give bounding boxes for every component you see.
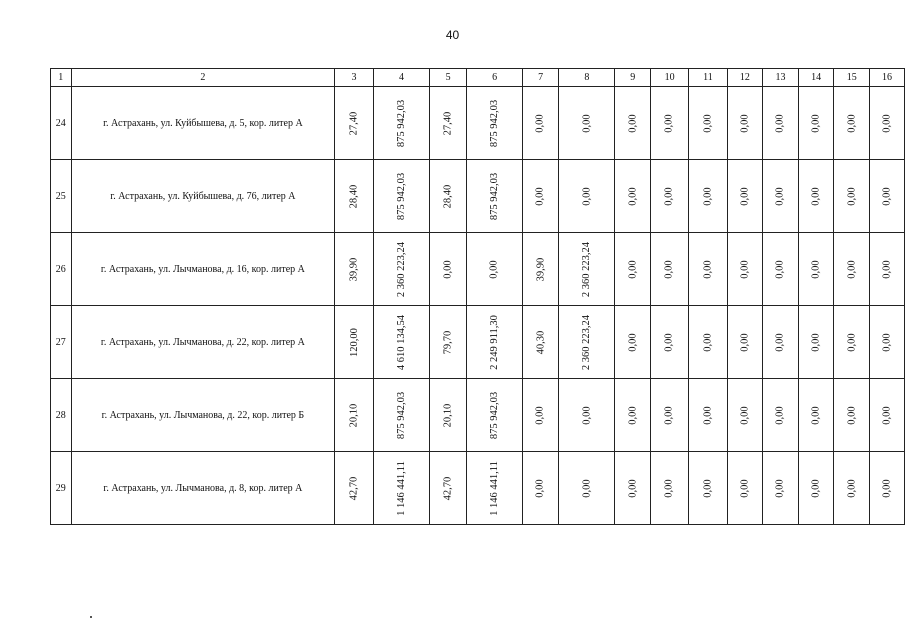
address-cell: г. Астрахань, ул. Лычманова, д. 16, кор. литер А <box>71 233 335 306</box>
value-text: 79,70 <box>442 330 454 354</box>
value-cell <box>522 379 558 452</box>
value-text: 20,10 <box>442 403 454 427</box>
value-cell <box>689 452 727 525</box>
value-cell <box>522 160 558 233</box>
value-cell <box>373 379 429 452</box>
value-text: 42,70 <box>442 476 454 500</box>
value-text: 0,00 <box>881 332 893 352</box>
value-cell <box>651 233 689 306</box>
value-text: 0,00 <box>775 186 786 206</box>
value-cell <box>430 452 467 525</box>
value-cell <box>559 452 615 525</box>
table-row <box>51 87 905 160</box>
value-cell <box>798 379 834 452</box>
value-text: 0,00 <box>810 332 822 352</box>
address-cell: г. Астрахань, ул. Лычманова, д. 8, кор. литер А <box>71 452 335 525</box>
value-cell <box>335 379 374 452</box>
value-cell <box>727 160 763 233</box>
address-cell: г. Астрахань, ул. Куйбышева, д. 76, литер А <box>71 160 335 233</box>
value-cell <box>467 379 523 452</box>
value-text: 0,00 <box>810 113 822 133</box>
value-text: 0,00 <box>535 405 547 425</box>
column-header: 10 <box>651 69 689 87</box>
value-text: 0,00 <box>702 186 714 206</box>
value-text: 0,00 <box>535 113 547 133</box>
column-header: 13 <box>763 69 799 87</box>
value-cell <box>763 379 799 452</box>
value-cell <box>651 87 689 160</box>
value-cell <box>335 160 374 233</box>
value-text: 2 360 223,24 <box>581 314 593 370</box>
value-cell <box>430 87 467 160</box>
value-text: 1 146 441,11 <box>395 460 407 516</box>
value-cell <box>798 306 834 379</box>
value-cell <box>763 306 799 379</box>
value-text: 0,00 <box>627 186 639 206</box>
column-header: 12 <box>727 69 763 87</box>
value-cell <box>798 233 834 306</box>
value-cell <box>467 306 523 379</box>
address-cell: г. Астрахань, ул. Куйбышева, д. 5, кор. литер А <box>71 87 335 160</box>
value-cell <box>615 87 651 160</box>
table-row <box>51 452 905 525</box>
value-text: 0,00 <box>739 113 751 133</box>
value-text: 0,00 <box>627 259 639 279</box>
value-cell <box>727 452 763 525</box>
value-cell <box>430 233 467 306</box>
value-cell <box>798 160 834 233</box>
value-text: 28,40 <box>348 184 360 208</box>
value-cell <box>373 452 429 525</box>
value-cell <box>467 160 523 233</box>
value-text: 0,00 <box>846 113 858 133</box>
value-cell <box>870 379 905 452</box>
value-text: 0,00 <box>627 478 639 498</box>
value-cell <box>834 306 870 379</box>
value-cell <box>834 379 870 452</box>
column-header: 15 <box>834 69 870 87</box>
row-number: 25 <box>51 160 72 233</box>
value-cell <box>651 160 689 233</box>
value-cell <box>727 87 763 160</box>
value-text: 0,00 <box>775 332 786 352</box>
value-text: 0,00 <box>739 186 751 206</box>
column-header: 1 <box>51 69 72 87</box>
value-cell <box>615 160 651 233</box>
value-text: 0,00 <box>535 478 547 498</box>
value-text: 0,00 <box>702 405 714 425</box>
value-cell <box>615 306 651 379</box>
table-body <box>51 87 905 525</box>
value-cell <box>373 233 429 306</box>
row-number: 26 <box>51 233 72 306</box>
value-text: 0,00 <box>581 405 593 425</box>
value-text: 40,30 <box>535 330 547 354</box>
value-cell <box>335 452 374 525</box>
column-header: 7 <box>522 69 558 87</box>
value-text: 0,00 <box>739 405 751 425</box>
column-header: 2 <box>71 69 335 87</box>
value-cell <box>522 306 558 379</box>
value-text: 2 360 223,24 <box>581 241 593 297</box>
column-header: 6 <box>467 69 523 87</box>
value-cell <box>870 160 905 233</box>
value-cell <box>430 306 467 379</box>
value-text: 42,70 <box>348 476 360 500</box>
column-header: 4 <box>373 69 429 87</box>
table-row <box>51 379 905 452</box>
value-text: 0,00 <box>881 186 893 206</box>
value-text: 875 942,03 <box>395 99 407 147</box>
value-cell <box>798 87 834 160</box>
value-text: 2 249 911,30 <box>489 314 501 370</box>
value-text: 0,00 <box>664 186 676 206</box>
value-cell <box>870 87 905 160</box>
value-text: 0,00 <box>702 478 714 498</box>
value-text: 0,00 <box>846 332 858 352</box>
value-cell <box>615 379 651 452</box>
row-number: 27 <box>51 306 72 379</box>
value-text: 0,00 <box>739 332 751 352</box>
value-text: 0,00 <box>846 186 858 206</box>
value-text: 0,00 <box>810 259 822 279</box>
value-text: 0,00 <box>810 186 822 206</box>
value-text: 0,00 <box>881 478 893 498</box>
value-text: 0,00 <box>810 405 822 425</box>
value-text: 0,00 <box>881 259 893 279</box>
value-text: 1 146 441,11 <box>489 460 501 516</box>
column-header: 3 <box>335 69 374 87</box>
value-text: 875 942,03 <box>395 172 407 220</box>
value-text: 0,00 <box>702 259 714 279</box>
value-text: 0,00 <box>442 259 454 279</box>
value-text: 0,00 <box>702 113 714 133</box>
value-text: 0,00 <box>739 478 751 498</box>
column-header: 5 <box>430 69 467 87</box>
value-text: 39,90 <box>535 257 547 281</box>
column-header: 11 <box>689 69 727 87</box>
table-row <box>51 233 905 306</box>
value-cell <box>689 87 727 160</box>
value-text: 875 942,03 <box>489 391 501 439</box>
value-text: 39,90 <box>348 257 360 281</box>
value-cell <box>651 379 689 452</box>
value-text: 0,00 <box>627 332 639 352</box>
value-text: 0,00 <box>664 259 676 279</box>
value-cell <box>522 87 558 160</box>
value-cell <box>467 87 523 160</box>
column-header: 16 <box>870 69 905 87</box>
value-cell <box>559 233 615 306</box>
value-cell <box>727 233 763 306</box>
table-header-row <box>51 69 905 87</box>
value-cell <box>559 160 615 233</box>
value-text: 4 610 134,54 <box>395 314 407 370</box>
value-cell <box>522 452 558 525</box>
value-cell <box>559 379 615 452</box>
value-text: 0,00 <box>535 186 547 206</box>
value-text: 0,00 <box>664 332 676 352</box>
value-text: 875 942,03 <box>489 99 501 147</box>
value-cell <box>763 452 799 525</box>
value-text: 0,00 <box>846 405 858 425</box>
value-cell <box>651 452 689 525</box>
value-cell <box>335 306 374 379</box>
value-text: 27,40 <box>442 111 454 135</box>
value-cell <box>834 160 870 233</box>
value-text: 875 942,03 <box>489 172 501 220</box>
value-cell <box>689 306 727 379</box>
table-row <box>51 160 905 233</box>
value-text: 0,00 <box>664 405 676 425</box>
value-text: 28,40 <box>442 184 454 208</box>
value-text: 27,40 <box>348 111 360 135</box>
value-cell <box>373 87 429 160</box>
value-text: 0,00 <box>881 113 893 133</box>
value-text: 0,00 <box>627 405 639 425</box>
value-text: 0,00 <box>627 113 639 133</box>
value-text: 0,00 <box>581 478 593 498</box>
value-cell <box>522 233 558 306</box>
value-text: 0,00 <box>846 478 858 498</box>
value-cell <box>727 379 763 452</box>
address-cell: г. Астрахань, ул. Лычманова, д. 22, кор. литер А <box>71 306 335 379</box>
value-cell <box>689 379 727 452</box>
page-number: 40 <box>445 28 460 42</box>
value-cell <box>727 306 763 379</box>
value-cell <box>615 452 651 525</box>
value-cell <box>615 233 651 306</box>
value-text: 0,00 <box>775 405 786 425</box>
value-cell <box>763 160 799 233</box>
value-cell <box>335 233 374 306</box>
value-text: 0,00 <box>664 478 676 498</box>
value-text: 0,00 <box>581 186 593 206</box>
value-cell <box>834 87 870 160</box>
value-cell <box>430 160 467 233</box>
value-cell <box>335 87 374 160</box>
value-cell <box>373 306 429 379</box>
value-text: 875 942,03 <box>395 391 407 439</box>
address-cell: г. Астрахань, ул. Лычманова, д. 22, кор. литер Б <box>71 379 335 452</box>
value-text: 2 360 223,24 <box>395 241 407 297</box>
value-text: 0,00 <box>775 259 786 279</box>
value-cell <box>798 452 834 525</box>
data-table <box>50 68 905 525</box>
value-cell <box>870 452 905 525</box>
value-cell <box>467 233 523 306</box>
value-cell <box>689 160 727 233</box>
row-number: 28 <box>51 379 72 452</box>
value-text: 0,00 <box>702 332 714 352</box>
column-header: 8 <box>559 69 615 87</box>
value-text: 0,00 <box>739 259 751 279</box>
value-cell <box>559 306 615 379</box>
value-text: 0,00 <box>775 113 786 133</box>
row-number: 29 <box>51 452 72 525</box>
row-number: 24 <box>51 87 72 160</box>
value-text: 0,00 <box>489 259 501 279</box>
value-cell <box>559 87 615 160</box>
value-text: 0,00 <box>846 259 858 279</box>
value-cell <box>834 452 870 525</box>
value-text: 0,00 <box>775 478 786 498</box>
value-cell <box>870 306 905 379</box>
value-text: 0,00 <box>581 113 593 133</box>
value-text: 0,00 <box>664 113 676 133</box>
value-text: 20,10 <box>348 403 360 427</box>
column-header: 14 <box>798 69 834 87</box>
value-cell <box>834 233 870 306</box>
value-cell <box>430 379 467 452</box>
value-cell <box>763 87 799 160</box>
value-cell <box>467 452 523 525</box>
value-cell <box>651 306 689 379</box>
value-text: 0,00 <box>810 478 822 498</box>
value-cell <box>689 233 727 306</box>
value-cell <box>763 233 799 306</box>
value-text: 0,00 <box>881 405 893 425</box>
value-cell <box>870 233 905 306</box>
table-row <box>51 306 905 379</box>
value-cell <box>373 160 429 233</box>
scan-speck <box>90 616 92 618</box>
column-header: 9 <box>615 69 651 87</box>
value-text: 120,00 <box>348 327 360 357</box>
